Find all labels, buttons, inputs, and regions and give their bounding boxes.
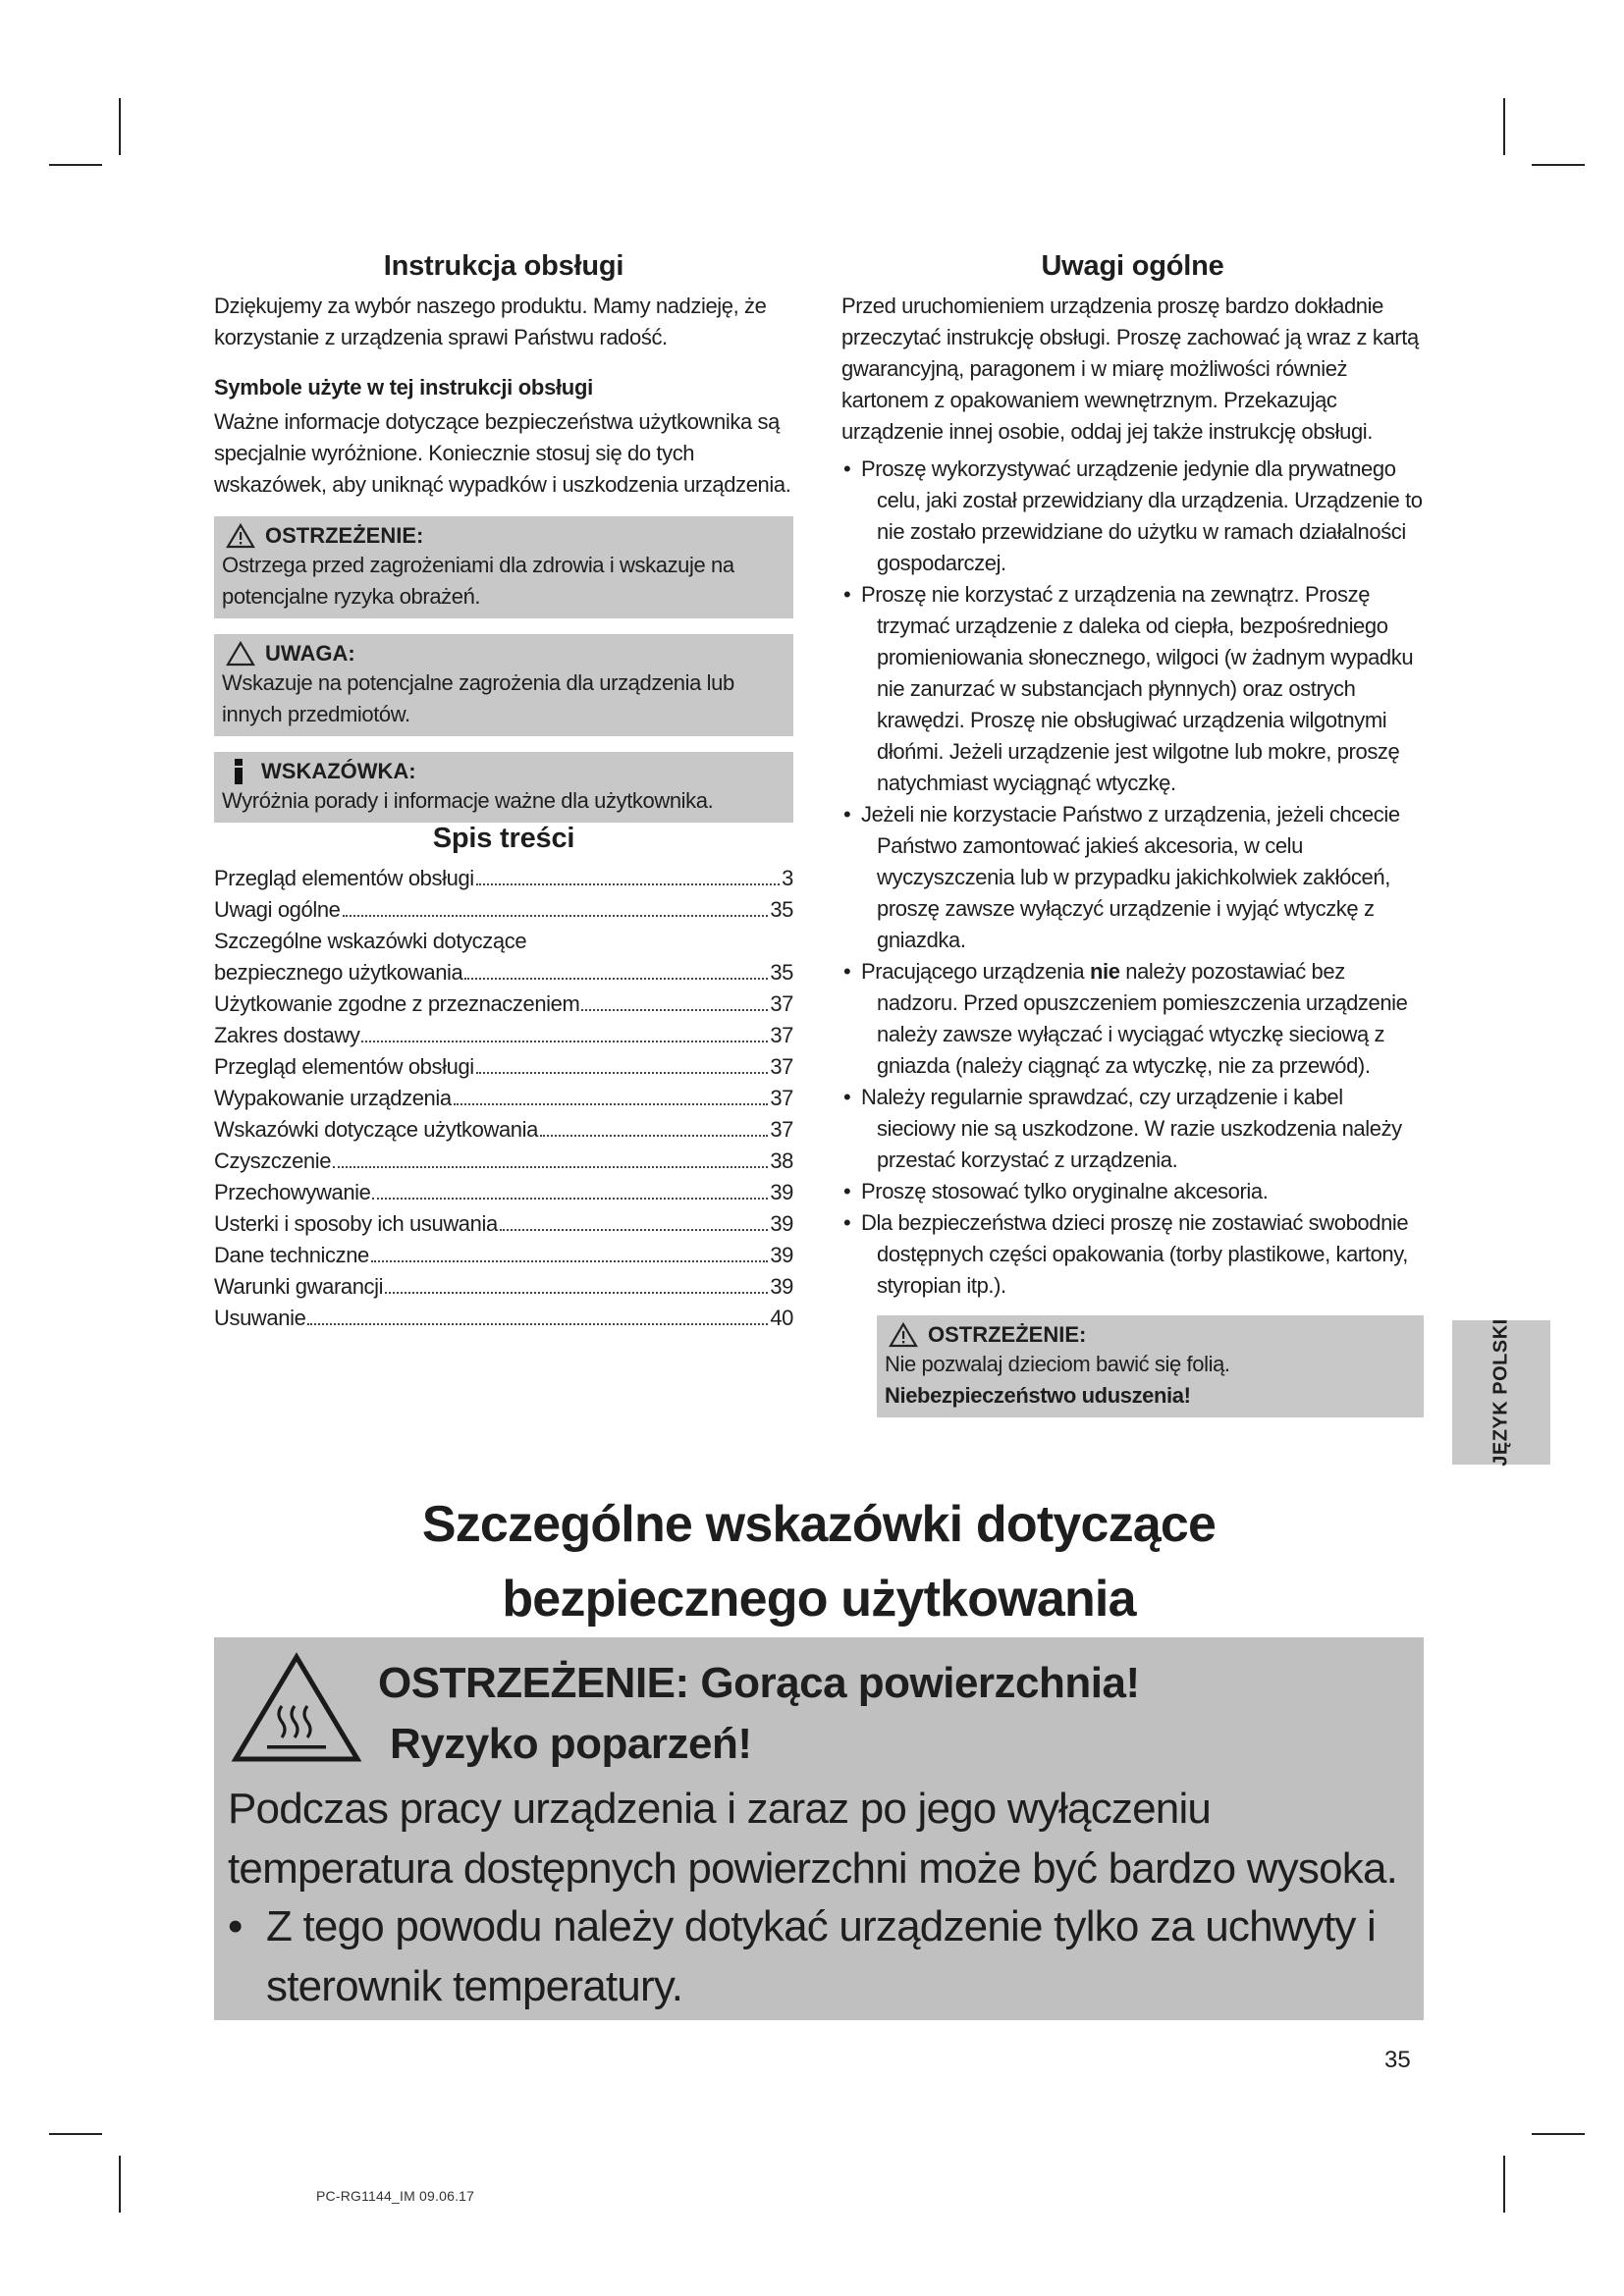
safety-title bbox=[214, 1487, 1424, 1636]
toc-row bbox=[214, 863, 793, 894]
toc-row bbox=[214, 957, 793, 988]
left-column bbox=[214, 250, 793, 1334]
notice-text bbox=[885, 1349, 1416, 1412]
toc-page-number: 40 bbox=[770, 1306, 793, 1330]
toc-page-number: 39 bbox=[770, 1274, 793, 1299]
warning-triangle-icon bbox=[889, 1322, 918, 1348]
right-column bbox=[841, 250, 1424, 1417]
list-item-text: Należy regularnie sprawdzać, czy urządzenie i kabel sieciowy nie są uszkodzone. W razie uszkodzenia należy przestać korzystać z urządzenia. bbox=[861, 1085, 1402, 1172]
hot-surface-warning-icon bbox=[228, 1649, 365, 1767]
list-item-text: Proszę wykorzystywać urządzenie jedynie dla prywatnego celu, jaki został przewidziany dla urządzenia. Urządzenie to nie zostało przewidziane do użytku w ramach działalności gospodarczej. bbox=[861, 456, 1423, 575]
toc-page-number: 38 bbox=[770, 1148, 793, 1173]
toc-leader-dots bbox=[372, 1198, 768, 1200]
list-item-text: Dla bezpieczeństwa dzieci proszę nie zostawiać swobodnie dostępnych części opakowania (torby plastikowe, kartony, styropian itp.). bbox=[861, 1210, 1409, 1298]
toc-label: Użytkowanie zgodne z przeznaczeniem bbox=[214, 991, 580, 1016]
section-title-general: Uwagi ogólne bbox=[1041, 250, 1224, 282]
safety-title-line2: bezpiecznego użytkowania bbox=[502, 1571, 1136, 1628]
toc-label: Przechowywanie bbox=[214, 1180, 371, 1204]
toc-label: Szczególne wskazówki dotyczące bbox=[214, 929, 527, 953]
list-item-text: Proszę stosować tylko oryginalne akcesoria. bbox=[861, 1179, 1269, 1203]
hot-surface-warning-heading bbox=[378, 1653, 1140, 1775]
notice-text: Wyróżnia porady i informacje ważne dla użytkownika. bbox=[222, 788, 714, 813]
tip-notice bbox=[214, 752, 793, 823]
toc-leader-dots bbox=[464, 978, 768, 980]
section-title-instructions: Instrukcja obsługi bbox=[383, 250, 624, 282]
general-notes-list bbox=[841, 454, 1424, 1302]
toc-row bbox=[214, 1051, 793, 1083]
list-item-text: Jeżeli nie korzystacie Państwo z urządzenia, jeżeli chcecie Państwo zamontować jakieś akcesoria, w celu wyczyszczenia lub w przypadku jakichkolwiek zakłóceń, proszę zawsze wyłączyć urządzenie i wyjąć wtyczkę z gniazdka. bbox=[861, 802, 1400, 952]
crop-mark bbox=[49, 2133, 102, 2135]
toc-row bbox=[214, 1146, 793, 1177]
toc-label: Warunki gwarancji bbox=[214, 1274, 384, 1299]
notice-text: Ostrzega przed zagrożeniami dla zdrowia i wskazuje na potencjalne ryzyka obrażeń. bbox=[222, 553, 734, 609]
toc-leader-dots bbox=[581, 1009, 768, 1011]
toc-leader-dots bbox=[476, 1072, 769, 1074]
toc-row bbox=[214, 1083, 793, 1114]
toc-leader-dots bbox=[476, 883, 780, 885]
toc-page-number: 37 bbox=[770, 1117, 793, 1142]
toc-page-number: 39 bbox=[770, 1180, 793, 1204]
caution-triangle-icon bbox=[226, 641, 255, 667]
toc-label: Przegląd elementów obsługi bbox=[214, 866, 474, 890]
hot-surface-warning-text: Podczas pracy urządzenia i zaraz po jego wyłączeniu temperatura dostępnych powierzchni może być bardzo wysoka. bbox=[228, 1785, 1398, 1893]
warning-notice bbox=[214, 516, 793, 618]
toc-leader-dots bbox=[540, 1135, 768, 1137]
toc-page-number: 37 bbox=[770, 1086, 793, 1110]
toc-label: Przegląd elementów obsługi bbox=[214, 1054, 474, 1079]
toc-row bbox=[214, 1271, 793, 1303]
toc-leader-dots bbox=[307, 1323, 768, 1325]
list-item bbox=[841, 1207, 1424, 1302]
toc-page-number: 39 bbox=[770, 1211, 793, 1236]
toc-row bbox=[214, 1020, 793, 1051]
toc-leader-dots bbox=[500, 1229, 769, 1231]
info-icon bbox=[226, 758, 251, 785]
notice-text-plain: Nie pozwalaj dzieciom bawić się folią. bbox=[885, 1352, 1230, 1376]
toc-label: Uwagi ogólne bbox=[214, 897, 341, 922]
hot-surface-warning-bullet bbox=[228, 1896, 1411, 2016]
warning-triangle-icon bbox=[226, 523, 255, 549]
notice-label: OSTRZEŻENIE: bbox=[928, 1322, 1087, 1347]
toc-row bbox=[214, 1114, 793, 1146]
notice-text: Wskazuje na potencjalne zagrożenia dla urządzenia lub innych przedmiotów. bbox=[222, 670, 734, 726]
crop-mark bbox=[1503, 98, 1505, 155]
toc-leader-dots bbox=[361, 1041, 768, 1042]
toc-page-number: 39 bbox=[770, 1243, 793, 1267]
toc-leader-dots bbox=[385, 1292, 768, 1294]
notice-text-bold: Niebezpieczeństwo uduszenia! bbox=[885, 1383, 1191, 1408]
toc-label: Czyszczenie bbox=[214, 1148, 332, 1173]
list-item bbox=[841, 956, 1424, 1082]
bullet-text: Z tego powodu należy dotykać urządzenie tylko za uchwyty i sterownik temperatury. bbox=[266, 1902, 1376, 2010]
notice-label: OSTRZEŻENIE: bbox=[265, 523, 424, 548]
page-number: 35 bbox=[1384, 2047, 1411, 2073]
crop-mark bbox=[49, 164, 102, 166]
toc-label: Usuwanie bbox=[214, 1306, 306, 1330]
toc-row bbox=[214, 1208, 793, 1240]
bullet-dot: • bbox=[228, 1902, 243, 1950]
toc-page-number: 37 bbox=[770, 1023, 793, 1047]
safety-title-line1: Szczególne wskazówki dotyczące bbox=[421, 1496, 1217, 1553]
symbols-text: Ważne informacje dotyczące bezpieczeństwa użytkownika są specjalnie wyróżnione. Koniecznie stosuj się do tych wskazówek, aby uniknąć wypadków i uszkodzenia urządzenia. bbox=[214, 409, 791, 497]
footer-print-code: PC-RG1144_IM 09.06.17 bbox=[316, 2188, 475, 2204]
list-item bbox=[841, 1082, 1424, 1176]
child-warning-notice bbox=[877, 1315, 1424, 1417]
toc-title: Spis treści bbox=[432, 823, 575, 854]
toc-leader-dots bbox=[371, 1260, 768, 1262]
notice-label: UWAGA: bbox=[265, 641, 355, 666]
notice-label: WSKAZÓWKA: bbox=[261, 759, 416, 783]
crop-mark bbox=[1532, 2133, 1585, 2135]
warning-heading-line1: OSTRZEŻENIE: Gorąca powierzchnia! bbox=[378, 1659, 1140, 1707]
toc-label: Wskazówki dotyczące użytkowania bbox=[214, 1117, 538, 1142]
toc-page-number: 37 bbox=[770, 991, 793, 1016]
list-item bbox=[841, 454, 1424, 579]
toc-leader-dots bbox=[454, 1103, 769, 1105]
toc-label: bezpiecznego użytkowania bbox=[214, 960, 463, 985]
list-item-text: Proszę nie korzystać z urządzenia na zewnątrz. Proszę trzymać urządzenie z daleka od ciepła, bezpośredniego promieniowania słonecznego, wilgoci (w żadnym wypadku nie zanurzać w substancjach płynnych) oraz ostrych krawędzi. Proszę nie obsługiwać urządzenia wilgotnymi dłońmi. Jeżeli urządzenie jest wilgotne lub mokre, proszę natychmiast wyciągnąć wtyczkę. bbox=[861, 582, 1414, 795]
toc-page-number: 3 bbox=[782, 866, 793, 890]
intro-text: Dziękujemy za wybór naszego produktu. Mamy nadzieję, że korzystanie z urządzenia sprawi Państwu radość. bbox=[214, 294, 767, 349]
general-intro: Przed uruchomieniem urządzenia proszę bardzo dokładnie przeczytać instrukcję obsługi. Proszę zachować ją wraz z kartą gwarancyjną, paragonem i w miarę możliwości również kartonem z opakowaniem wewnętrznym. Przekazując urządzenie innej osobie, oddaj jej także instrukcję obsługi. bbox=[841, 294, 1419, 444]
list-item bbox=[841, 799, 1424, 956]
language-tab bbox=[1452, 1320, 1550, 1465]
toc-label: Dane techniczne bbox=[214, 1243, 369, 1267]
toc-row bbox=[214, 988, 793, 1020]
toc-leader-dots bbox=[333, 1166, 768, 1168]
toc-row bbox=[214, 1177, 793, 1208]
list-item-text: należy pozostawiać bez nadzoru. Przed opuszczeniem pomieszczenia urządzenie należy zawsze wyłączać i wyciągać wtyczkę sieciową z gniazda (należy ciągnąć za wtyczkę, nie za przewód). bbox=[877, 959, 1408, 1078]
warning-heading-line2: Ryzyko poparzeń! bbox=[390, 1720, 752, 1768]
toc-row bbox=[214, 1240, 793, 1271]
crop-mark bbox=[119, 98, 121, 155]
toc-page-number: 37 bbox=[770, 1054, 793, 1079]
toc-label: Wypakowanie urządzenia bbox=[214, 1086, 452, 1110]
crop-mark bbox=[119, 2156, 121, 2213]
toc-label: Usterki i sposoby ich usuwania bbox=[214, 1211, 498, 1236]
list-item-emphasis: nie bbox=[1089, 959, 1120, 984]
toc-leader-dots bbox=[343, 915, 769, 917]
toc-row bbox=[214, 926, 793, 957]
toc-row bbox=[214, 894, 793, 926]
table-of-contents bbox=[214, 863, 793, 1334]
toc-label: Zakres dostawy bbox=[214, 1023, 360, 1047]
toc-page-number: 35 bbox=[770, 897, 793, 922]
language-tab-label: JĘZYK POLSKI bbox=[1489, 1318, 1512, 1467]
toc-row bbox=[214, 1303, 793, 1334]
crop-mark bbox=[1532, 164, 1585, 166]
symbols-heading: Symbole użyte w tej instrukcji obsługi bbox=[214, 375, 593, 400]
list-item bbox=[841, 579, 1424, 799]
caution-notice bbox=[214, 634, 793, 736]
list-item bbox=[841, 1176, 1424, 1207]
toc-page-number: 35 bbox=[770, 960, 793, 985]
list-item-text: Pracującego urządzenia bbox=[861, 959, 1090, 984]
crop-mark bbox=[1503, 2156, 1505, 2213]
